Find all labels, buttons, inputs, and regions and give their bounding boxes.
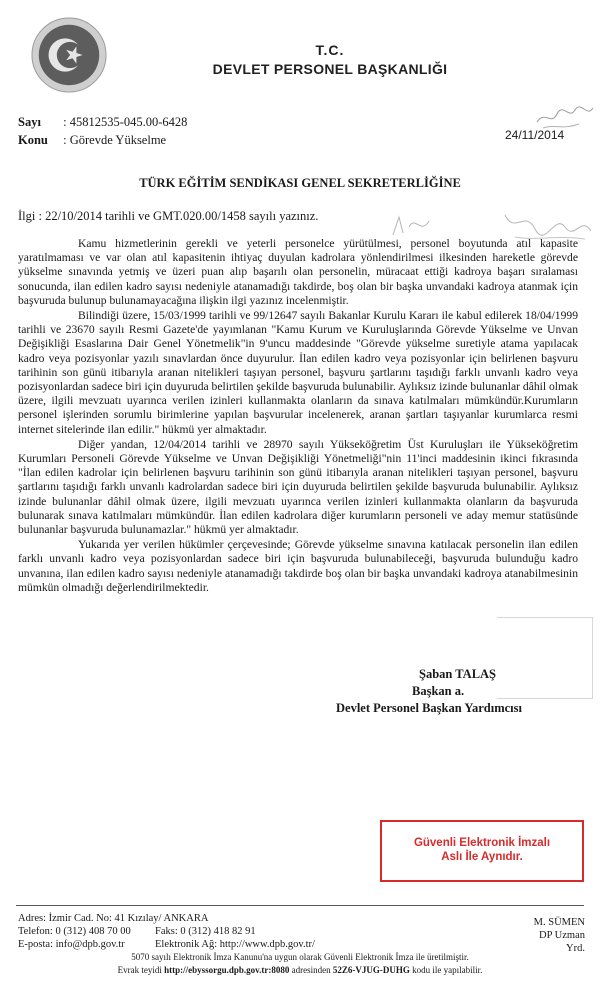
paragraph-2: Bilindiği üzere, 15/03/1999 tarihli ve 99/12647 sayılı Bakanlar Kurulu Kararı ile kabul edilerek 18/04/1999 tarihli ve 23670 sayılı Resmi Gazete'de yayımlanan "Kamu Kurum ve Kuruluşlarında Görevde Yükselme ve Unvan Değişikliği Esaslarına Dair Genel Yönetmelik"in 9'uncu maddesinde "Görevde yükselme suretiyle atama yapılacak kadro veya pozisyonlar yazılı sınavlardan önce duyurulur. İlan edilen kadro veya pozisyonlar için belirlenen başvuru tarihinin son günü itibarıyla aranan nitelikleri taşıyan personel, başvuru şartlarını taşıdığı farklı unvanlı kadro veya pozisyonlardan sadece biri için duyuruda belirtilen şekilde başvuruda bulunabilir. Aylıksız izinde bulunanlar dâhil olmak üzere, ilgili mevzuatı uyarınca verilen izinleri kullanmakta olanların da sınava katılmaları mümkündür.Kurumların personel işlerinden sorumlu birimlerine yapılan başvurular incelenerek, aranan şartları taşıyanlar kurumlarca resmi internet sitelerinde ilan edilir." hükmü yer almaktadır.: [18, 309, 578, 436]
country-abbrev: T.C.: [315, 42, 345, 58]
reference-line: [18, 209, 318, 224]
verify-post: kodu ile yapılabilir.: [409, 965, 483, 975]
subject-label: Konu: [18, 133, 48, 147]
verification-notice: [0, 965, 600, 976]
verify-code: 52Z6-VJUG-DUHG: [332, 965, 410, 975]
footer-phone-row: [18, 925, 315, 938]
reference-value: : 22/10/2014 tarihli ve GMT.020.00/1458 sayılı yazınız.: [38, 209, 319, 223]
number-row: [18, 113, 187, 131]
signatory-role: Başkan a.: [412, 684, 465, 698]
addressee: TÜRK EĞİTİM SENDİKASI GENEL SEKRETERLİĞİNE: [139, 176, 461, 190]
reference-label: İlgi: [18, 209, 36, 223]
stamp-line-2: Aslı İle Aynıdır.: [441, 851, 523, 863]
footer-contact: [18, 912, 315, 951]
esign-notice: 5070 sayılı Elektronik İmza Kanunu'na uygun olarak Güvenli Elektronik İmza ile üretilmiştir.: [131, 952, 469, 962]
paragraph-3: Diğer yandan, 12/04/2014 tarihli ve 28970 sayılı Yükseköğretim Üst Kuruluşları ile Yükseköğretim Kurumları Personeli Görevde Yükselme ve Unvan Değişikliği Yönetmeliği"nin 11'inci maddesinin ikinci fıkrasında "İlan edilen kadrolar için belirlenen başvuru tarihinin son günü itibarıyla aranan nitelikleri taşıyan personel, başvuru şartlarını taşıdığı farklı unvanlı kadrolardan sadece biri için duyuruda belirtilen şekilde başvuruda bulunabilir. Aylıksız izinde bulunanlar dâhil olmak üzere, ilgili mevzuatı uyarınca verilen izinleri kullanmakta olanların da başvuruda bulunarak sınava katılmaları mümkündür. İlan edilen kadrolara diğer kurumların personeli ve aday memur statüsünde bulunanlar başvuruda bulunamazlar." hükmü yer almaktadır.: [18, 437, 578, 537]
e-signature-stamp: [380, 820, 584, 882]
document-date: 24/11/2014: [505, 128, 565, 142]
number-value: : 45812535-045.00-6428: [63, 115, 188, 129]
footer-address: Adres: İzmir Cad. No: 41 Kızılay/ ANKARA: [18, 913, 209, 924]
verify-pre: Evrak teyidi: [117, 965, 165, 975]
paragraph-4: Yukarıda yer verilen hükümler çerçevesinde; Görevde yükselme sınavına katılacak personelin ilan edilen farklı unvanlı kadro veya pozisyonlardan sadece biri için başvuruda bulunabileceği, başvuruda bulunduğu kadro unvanına, ilan edilen kadro sayısı nedeniyle atanamadığı takdirde boş olan bir başka unvandaki kadroya atanabilmesinin mümkün olmadığı değerlendirilmektedir.: [18, 538, 578, 594]
footer-web-row: [18, 938, 315, 951]
star-crescent-seal-icon: [30, 16, 108, 94]
preparer-title: DP Uzman Yrd.: [539, 930, 585, 954]
footer-network: Elektronik Ağ: http://www.dpb.gov.tr/: [155, 939, 315, 950]
organization-name: DEVLET PERSONEL BAŞKANLIĞI: [212, 61, 448, 77]
footer-phone: Telefon: 0 (312) 408 70 00: [18, 926, 131, 937]
paragraph-1: Kamu hizmetlerinin gerekli ve yeterli personelce yürütülmesi, personel boyutunda atıl kapasite yaratılmaması ve var olan atıl kapasitenin ihtiyaç duyulan kadrolara yönlendirilmesi ilkesinden hareketle görevde yükselme sınavında yetmiş ve üzeri puan alıp başarılı olan personelin, müracaat ettiği kadroya başarı sıralaması sonucunda, ilan edilen kadro sayısı nedeniyle atanamadığı takdirde, boş olan bir başka unvandaki kadroya atanmak için başvuruda bulunup bulunamayacağına ilişkin ilgi yazınız incelenmiştir.: [18, 237, 578, 307]
footer-email: E-posta: info@dpb.gov.tr: [18, 939, 125, 950]
signatory-title: Devlet Personel Başkan Yardımcısı: [336, 701, 522, 715]
subject-value: : Görevde Yükselme: [63, 133, 167, 147]
stamp-line-1: Güvenli Elektronik İmzalı: [413, 837, 551, 849]
document-meta: [18, 113, 187, 149]
footer-fax: Faks: 0 (312) 418 82 91: [155, 926, 256, 937]
letter-body: [18, 237, 578, 596]
faint-stamp-outline: [497, 617, 593, 699]
verify-mid: adresinden: [289, 965, 333, 975]
signatory-name: Şaban TALAŞ: [419, 667, 497, 681]
preparer-block: [525, 916, 585, 955]
subject-row: [18, 131, 187, 149]
letterhead: [190, 42, 470, 77]
footer-divider: [16, 905, 584, 906]
preparer-name: M. SÜMEN: [533, 917, 585, 928]
number-label: Sayı: [18, 115, 41, 129]
verify-url: http://ebyssorgu.dpb.gov.tr:8080: [164, 965, 290, 975]
